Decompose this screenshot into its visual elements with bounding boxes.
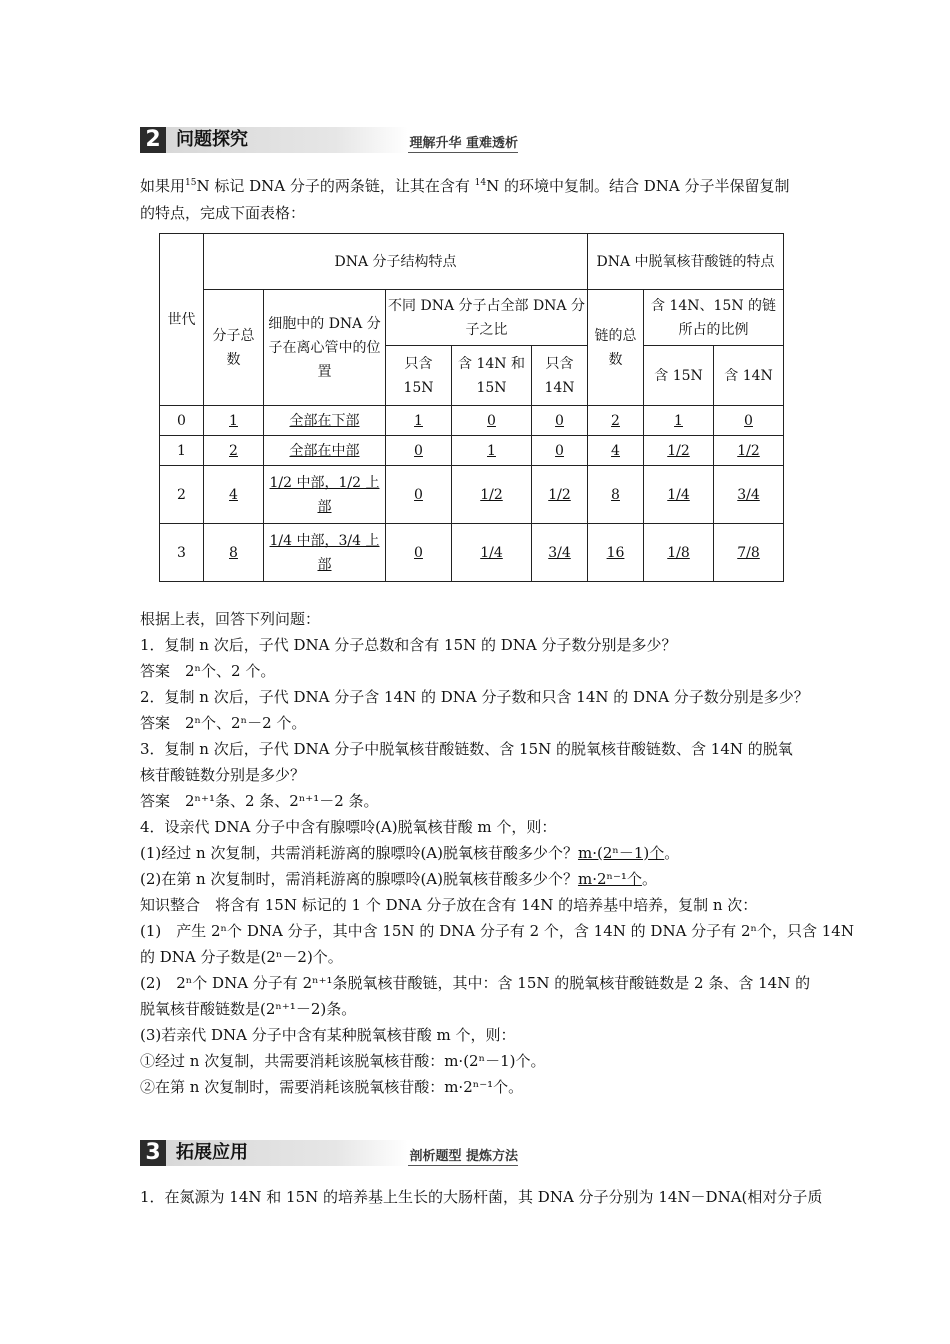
answer-4-2: m·2ⁿ⁻¹个 [577,870,642,888]
summary-line-7: ①经过 n 次复制，共需要消耗该脱氧核苷酸：m·(2ⁿ－1)个。 [140,1052,546,1070]
cell-only14: 1/2 [532,466,588,524]
cell-strands: 16 [588,524,644,582]
question-4: 4．设亲代 DNA 分子中含有腺嘌呤(A)脱氧核苷酸 m 个，则： [140,818,557,836]
section-subtitle: 剖析题型 提炼方法 [409,1149,518,1164]
cell-strands: 8 [588,466,644,524]
cell-has14: 3/4 [714,466,784,524]
question-2: 2．复制 n 次后，子代 DNA 分子含 14N 的 DNA 分子数和只含 14N 的 DNA 分子数分别是多少？ [140,688,809,706]
table-row [160,436,784,466]
cell-total: 1 [204,406,264,436]
cell-pos: 1/4 中部，3/4 上部 [264,524,386,582]
header-ratio: 不同 DNA 分子占全部 DNA 分子之比 [386,290,588,346]
question-4-1: (1)经过 n 次复制，共需消耗游离的腺嘌呤(A)脱氧核苷酸多少个？m·(2ⁿ－1)个。 [140,844,680,862]
intro-line-2: 的特点，完成下面表格： [140,204,306,222]
cell-strands: 2 [588,406,644,436]
cell-total: 8 [204,524,264,582]
header-only15: 只含 15N [386,346,452,406]
cell-strands: 4 [588,436,644,466]
cell-both: 0 [452,406,532,436]
section-rule [408,1165,518,1166]
cell-only15: 0 [386,466,452,524]
cell-only15: 0 [386,436,452,466]
cell-total: 2 [204,436,264,466]
header-strand-features: DNA 中脱氧核苷酸链的特点 [588,234,784,290]
cell-only14: 3/4 [532,524,588,582]
summary-line-2: (1) 产生 2ⁿ个 DNA 分子，其中含 15N 的 DNA 分子有 2 个，含 14N 的 DNA 分子有 2ⁿ个，只含 14N [140,922,854,940]
question-1: 1．复制 n 次后，子代 DNA 分子总数和含有 15N 的 DNA 分子数分别是多少？ [140,636,677,654]
summary-line-8: ②在第 n 次复制时，需要消耗该脱氧核苷酸：m·2ⁿ⁻¹个。 [140,1078,524,1096]
cell-gen: 1 [160,436,204,466]
summary-line-5: 脱氧核苷酸链数是(2ⁿ⁺¹－2)条。 [140,1000,357,1018]
cell-only14: 0 [532,406,588,436]
cell-only15: 1 [386,406,452,436]
cell-pos: 全部在下部 [264,406,386,436]
table-row [160,466,784,524]
section-subtitle: 理解升华 重难透析 [409,136,518,151]
header-strand-ratio: 含 14N、15N 的链所占的比例 [644,290,784,346]
section-header-2 [140,127,518,153]
cell-both: 1 [452,436,532,466]
header-strand-total: 链的总数 [588,290,644,406]
header-position: 细胞中的 DNA 分子在离心管中的位置 [264,290,386,406]
question-3-line-2: 核苷酸链数分别是多少？ [140,766,306,784]
table-row [160,524,784,582]
cell-gen: 3 [160,524,204,582]
section-rule [408,152,518,153]
header-only14: 只含 14N [532,346,588,406]
header-has15: 含 15N [644,346,714,406]
question-4-2: (2)在第 n 次复制时，需消耗游离的腺嘌呤(A)脱氧核苷酸多少个？m·2ⁿ⁻¹个。 [140,870,657,888]
cell-has14: 0 [714,406,784,436]
answer-2: 答案 2ⁿ个、2ⁿ－2 个。 [140,714,307,732]
cell-has14: 1/2 [714,436,784,466]
cell-gen: 0 [160,406,204,436]
cell-has14: 7/8 [714,524,784,582]
answer-3: 答案 2ⁿ⁺¹条、2 条、2ⁿ⁺¹－2 条。 [140,792,379,810]
question-3-line-1: 3．复制 n 次后，子代 DNA 分子中脱氧核苷酸链数、含 15N 的脱氧核苷酸链数、含 14N 的脱氧 [140,740,793,758]
section-number: 3 [140,1140,166,1166]
section-number: 2 [140,127,166,153]
summary-line-4: (2) 2ⁿ个 DNA 分子有 2ⁿ⁺¹条脱氧核苷酸链，其中：含 15N 的脱氧核苷酸链数是 2 条、含 14N 的 [140,974,811,992]
section-header-3 [140,1140,518,1166]
answer-4-1: m·(2ⁿ－1)个 [577,844,665,862]
header-total-molecules: 分子总数 [204,290,264,406]
application-line-1: 1．在氮源为 14N 和 15N 的培养基上生长的大肠杆菌，其 DNA 分子分别为 14N－DNA(相对分子质 [140,1188,823,1206]
table-row [160,406,784,436]
cell-both: 1/2 [452,466,532,524]
cell-total: 4 [204,466,264,524]
answer-1: 答案 2ⁿ个、2 个。 [140,662,276,680]
cell-both: 1/4 [452,524,532,582]
qa-lead: 根据上表，回答下列问题： [140,610,321,628]
section-title: 拓展应用 [166,1140,408,1166]
cell-only14: 0 [532,436,588,466]
section-title: 问题探究 [166,127,408,153]
cell-has15: 1/4 [644,466,714,524]
cell-has15: 1/2 [644,436,714,466]
header-generation: 世代 [160,234,204,406]
header-both: 含 14N 和 15N [452,346,532,406]
cell-pos: 全部在中部 [264,436,386,466]
cell-pos: 1/2 中部，1/2 上部 [264,466,386,524]
header-has14: 含 14N [714,346,784,406]
summary-line-1: 知识整合 将含有 15N 标记的 1 个 DNA 分子放在含有 14N 的培养基中培养，复制 n 次： [140,896,758,914]
cell-only15: 0 [386,524,452,582]
intro-line-1: 如果用$^{15}$N 标记 DNA 分子的两条链，让其在含有 $^{14}$N 的环境中复制。结合 DNA 分子半保留复制 [140,177,790,195]
cell-has15: 1 [644,406,714,436]
summary-line-3: 的 DNA 分子数是(2ⁿ－2)个。 [140,948,343,966]
cell-gen: 2 [160,466,204,524]
dna-replication-table [159,233,784,582]
cell-has15: 1/8 [644,524,714,582]
summary-line-6: (3)若亲代 DNA 分子中含有某种脱氧核苷酸 m 个，则： [140,1026,516,1044]
header-structure: DNA 分子结构特点 [204,234,588,290]
